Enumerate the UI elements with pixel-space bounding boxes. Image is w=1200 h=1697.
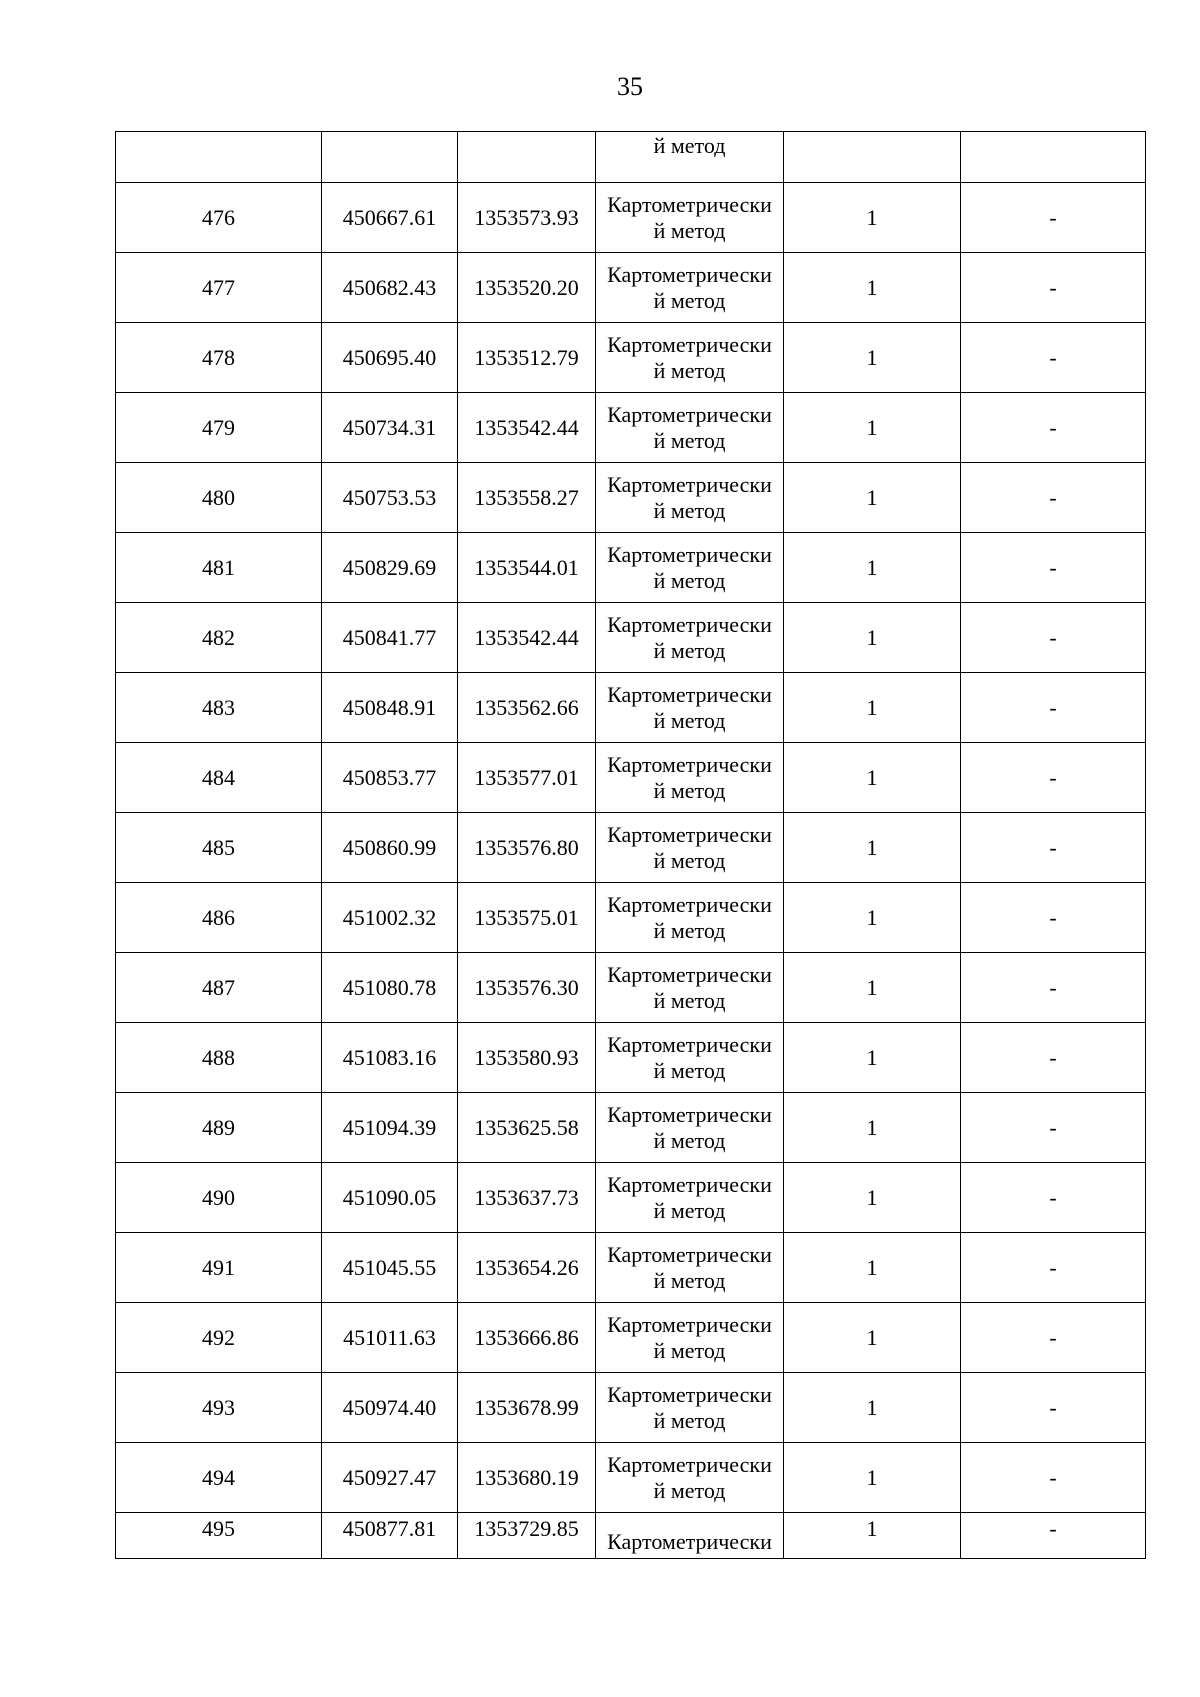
- cell-note: -: [961, 883, 1146, 953]
- cell-y: 1353520.20: [458, 253, 596, 323]
- method-line-2: й метод: [653, 707, 726, 733]
- cell-accuracy: [784, 132, 961, 183]
- method-line-1: Картометрически: [607, 1381, 772, 1407]
- page-number: 35: [617, 72, 643, 101]
- cell-y: 1353637.73: [458, 1163, 596, 1233]
- cell-num: 484: [116, 743, 322, 813]
- method-line-2: й метод: [653, 1267, 726, 1293]
- cell-x: 450695.40: [322, 323, 458, 393]
- cell-y: 1353625.58: [458, 1093, 596, 1163]
- method-line-2: й метод: [653, 1127, 726, 1153]
- table-row: [116, 953, 1146, 1023]
- cell-num: 490: [116, 1163, 322, 1233]
- cell-y: 1353558.27: [458, 463, 596, 533]
- method-line-1: Картометрически: [607, 1451, 772, 1477]
- cell-y: 1353576.80: [458, 813, 596, 883]
- cell-method: [596, 323, 784, 393]
- cell-y: 1353680.19: [458, 1443, 596, 1513]
- cell-x: 451094.39: [322, 1093, 458, 1163]
- cell-y: 1353576.30: [458, 953, 596, 1023]
- cell-method: [596, 533, 784, 603]
- cell-x: 450829.69: [322, 533, 458, 603]
- method-line-1: Картометрически: [607, 611, 772, 637]
- cell-num: 485: [116, 813, 322, 883]
- cell-note: -: [961, 323, 1146, 393]
- cell-method: [596, 1023, 784, 1093]
- method-line-2: й метод: [653, 637, 726, 663]
- cell-method: [596, 1303, 784, 1373]
- table-row: [116, 1373, 1146, 1443]
- table-row: [116, 1513, 1146, 1559]
- cell-x: 451002.32: [322, 883, 458, 953]
- cell-x: 451045.55: [322, 1233, 458, 1303]
- cell-method: [596, 393, 784, 463]
- continuation-row: [116, 132, 1146, 183]
- cell-note: -: [961, 1373, 1146, 1443]
- cell-accuracy: 1: [784, 883, 961, 953]
- method-line-1: Картометрически: [607, 1311, 772, 1337]
- table-row: [116, 603, 1146, 673]
- cell-x: 450877.81: [322, 1513, 458, 1559]
- cell-note: -: [961, 953, 1146, 1023]
- cell-x: 450682.43: [322, 253, 458, 323]
- cell-method: [596, 953, 784, 1023]
- table-row: [116, 883, 1146, 953]
- method-line-1: Картометрически: [607, 961, 772, 987]
- coordinates-table: [115, 131, 1146, 1559]
- method-line-1: Картометрически: [607, 821, 772, 847]
- method-line-1: Картометрически: [607, 891, 772, 917]
- cell-note: -: [961, 743, 1146, 813]
- cell-x: 450860.99: [322, 813, 458, 883]
- table-row: [116, 1093, 1146, 1163]
- cell-note: -: [961, 1023, 1146, 1093]
- cell-accuracy: 1: [784, 1233, 961, 1303]
- method-line-1: Картометрически: [607, 751, 772, 777]
- method-line-2: й метод: [653, 287, 726, 313]
- cell-x: 450927.47: [322, 1443, 458, 1513]
- cell-num: 487: [116, 953, 322, 1023]
- cell-x: 450841.77: [322, 603, 458, 673]
- cell-accuracy: 1: [784, 673, 961, 743]
- cell-y: 1353729.85: [458, 1513, 596, 1559]
- method-line-2: й метод: [653, 567, 726, 593]
- cell-num: 477: [116, 253, 322, 323]
- method-line-2: й метод: [653, 987, 726, 1013]
- cell-accuracy: 1: [784, 1303, 961, 1373]
- cell-num: 476: [116, 183, 322, 253]
- cell-x: 451080.78: [322, 953, 458, 1023]
- cell-note: -: [961, 1513, 1146, 1559]
- cell-x: 450753.53: [322, 463, 458, 533]
- cell-note: -: [961, 673, 1146, 743]
- method-line-2: й метод: [653, 917, 726, 943]
- cell-method: [596, 883, 784, 953]
- cell-num: 488: [116, 1023, 322, 1093]
- cell-x: 451090.05: [322, 1163, 458, 1233]
- cell-note: [961, 132, 1146, 183]
- table-row: [116, 1233, 1146, 1303]
- cell-method: [596, 253, 784, 323]
- cell-accuracy: 1: [784, 1373, 961, 1443]
- cell-x: 450848.91: [322, 673, 458, 743]
- cell-num: 480: [116, 463, 322, 533]
- cell-y: 1353512.79: [458, 323, 596, 393]
- cell-accuracy: 1: [784, 323, 961, 393]
- cell-y: 1353577.01: [458, 743, 596, 813]
- method-line-1: Картометрически: [607, 1101, 772, 1127]
- cell-accuracy: 1: [784, 533, 961, 603]
- cell-y: 1353544.01: [458, 533, 596, 603]
- cell-method: [596, 1443, 784, 1513]
- method-line-2: й метод: [653, 427, 726, 453]
- table-row: [116, 1303, 1146, 1373]
- cell-accuracy: 1: [784, 1023, 961, 1093]
- cell-note: -: [961, 1303, 1146, 1373]
- cell-y: 1353678.99: [458, 1373, 596, 1443]
- cell-num: 495: [116, 1513, 322, 1559]
- cell-method: Картометрически: [596, 1513, 784, 1559]
- cell-method: [596, 743, 784, 813]
- method-line-1: Картометрически: [607, 1031, 772, 1057]
- cell-accuracy: 1: [784, 463, 961, 533]
- method-line-2: й метод: [653, 1197, 726, 1223]
- cell-method: [596, 1233, 784, 1303]
- cell-num: 489: [116, 1093, 322, 1163]
- method-line-2: й метод: [653, 1337, 726, 1363]
- method-line-1: Картометрически: [607, 191, 772, 217]
- cell-num: 482: [116, 603, 322, 673]
- cell-note: -: [961, 1093, 1146, 1163]
- cell-note: -: [961, 533, 1146, 603]
- method-line-1: Картометрически: [607, 681, 772, 707]
- cell-num: 493: [116, 1373, 322, 1443]
- cell-note: -: [961, 463, 1146, 533]
- table-row: [116, 1443, 1146, 1513]
- cell-num: [116, 132, 322, 183]
- cell-x: 451011.63: [322, 1303, 458, 1373]
- cell-note: -: [961, 1233, 1146, 1303]
- cell-accuracy: 1: [784, 1093, 961, 1163]
- cell-num: 491: [116, 1233, 322, 1303]
- cell-x: 450853.77: [322, 743, 458, 813]
- cell-accuracy: 1: [784, 813, 961, 883]
- table-row: [116, 183, 1146, 253]
- method-line-2: й метод: [653, 1407, 726, 1433]
- cell-method: [596, 813, 784, 883]
- cell-x: [322, 132, 458, 183]
- cell-accuracy: 1: [784, 393, 961, 463]
- cell-y: 1353654.26: [458, 1233, 596, 1303]
- cell-method: [596, 183, 784, 253]
- cell-num: 481: [116, 533, 322, 603]
- cell-accuracy: 1: [784, 603, 961, 673]
- cell-num: 486: [116, 883, 322, 953]
- cell-method: й метод: [596, 132, 784, 183]
- table-row: [116, 1023, 1146, 1093]
- cell-note: -: [961, 1163, 1146, 1233]
- cell-num: 483: [116, 673, 322, 743]
- cell-y: 1353562.66: [458, 673, 596, 743]
- method-line-1: Картометрически: [607, 541, 772, 567]
- cell-accuracy: 1: [784, 1513, 961, 1559]
- cell-note: -: [961, 183, 1146, 253]
- method-line-1: Картометрически: [607, 471, 772, 497]
- method-line-1: Картометрически: [607, 261, 772, 287]
- cell-y: [458, 132, 596, 183]
- method-line-1: Картометрически: [607, 401, 772, 427]
- method-line-1: Картометрически: [607, 1171, 772, 1197]
- cell-num: 479: [116, 393, 322, 463]
- cell-num: 478: [116, 323, 322, 393]
- cell-y: 1353666.86: [458, 1303, 596, 1373]
- method-line-1: Картометрически: [607, 1241, 772, 1267]
- cell-note: -: [961, 813, 1146, 883]
- table-row: [116, 743, 1146, 813]
- method-line-2: й метод: [653, 1477, 726, 1503]
- table-row: [116, 533, 1146, 603]
- cell-y: 1353542.44: [458, 393, 596, 463]
- cell-x: 451083.16: [322, 1023, 458, 1093]
- cell-y: 1353573.93: [458, 183, 596, 253]
- cell-x: 450667.61: [322, 183, 458, 253]
- table-row: [116, 253, 1146, 323]
- cell-method: [596, 603, 784, 673]
- method-line-2: й метод: [653, 1057, 726, 1083]
- cell-y: 1353542.44: [458, 603, 596, 673]
- method-line-2: й метод: [653, 217, 726, 243]
- cell-x: 450734.31: [322, 393, 458, 463]
- cell-method: [596, 1163, 784, 1233]
- method-line-2: й метод: [653, 847, 726, 873]
- method-line-2: й метод: [653, 357, 726, 383]
- cell-method: [596, 1093, 784, 1163]
- cell-method: [596, 463, 784, 533]
- table-row: [116, 463, 1146, 533]
- cell-method: [596, 673, 784, 743]
- table-row: [116, 393, 1146, 463]
- cell-accuracy: 1: [784, 183, 961, 253]
- method-line-2: й метод: [653, 777, 726, 803]
- cell-accuracy: 1: [784, 1163, 961, 1233]
- cell-num: 494: [116, 1443, 322, 1513]
- table-row: [116, 323, 1146, 393]
- cell-num: 492: [116, 1303, 322, 1373]
- cell-note: -: [961, 1443, 1146, 1513]
- method-line-2: й метод: [653, 497, 726, 523]
- cell-x: 450974.40: [322, 1373, 458, 1443]
- cell-accuracy: 1: [784, 953, 961, 1023]
- table-row: [116, 1163, 1146, 1233]
- cell-y: 1353575.01: [458, 883, 596, 953]
- table-row: [116, 813, 1146, 883]
- cell-method: [596, 1373, 784, 1443]
- table-row: [116, 673, 1146, 743]
- cell-accuracy: 1: [784, 1443, 961, 1513]
- cell-note: -: [961, 393, 1146, 463]
- cell-note: -: [961, 603, 1146, 673]
- method-line-1: Картометрически: [607, 331, 772, 357]
- cell-accuracy: 1: [784, 253, 961, 323]
- cell-y: 1353580.93: [458, 1023, 596, 1093]
- cell-note: -: [961, 253, 1146, 323]
- cell-accuracy: 1: [784, 743, 961, 813]
